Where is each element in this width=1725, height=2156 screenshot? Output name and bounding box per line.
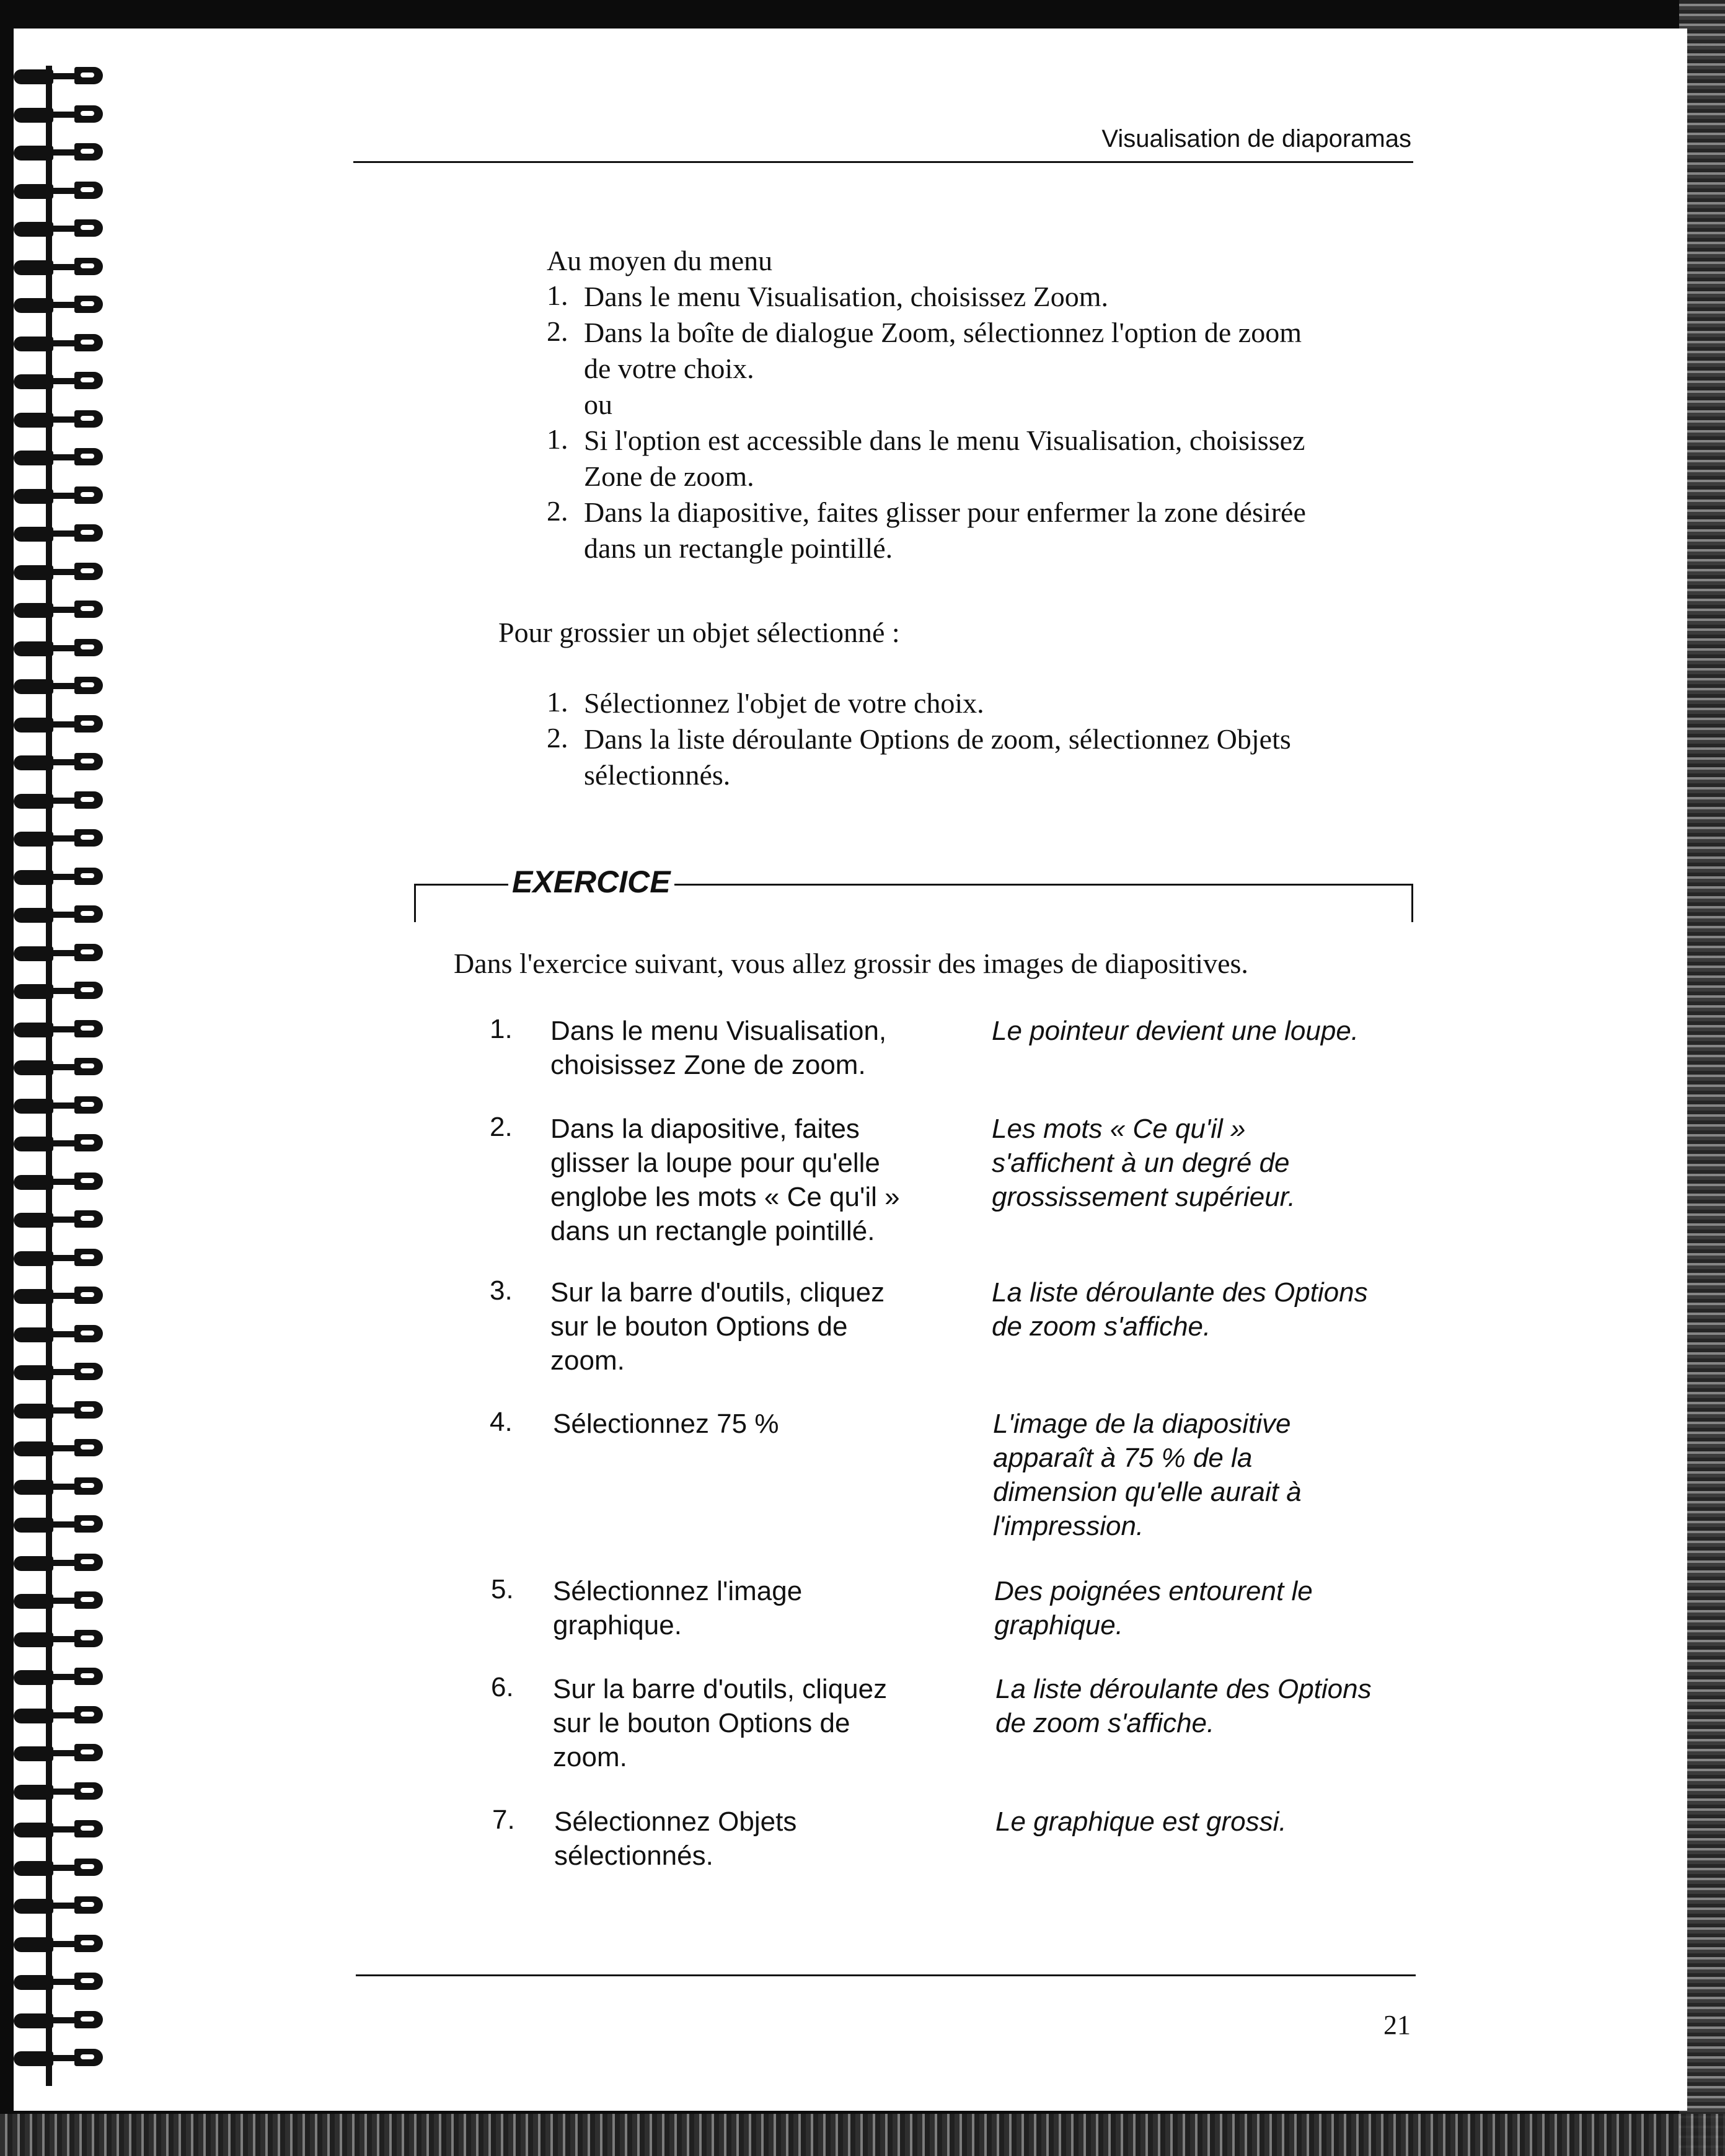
method-c-2-num: 2. [547,722,568,754]
step-3-action-line: zoom. [550,1345,625,1376]
spiral-coil [14,1666,107,1687]
spiral-coil [14,1476,107,1497]
step-2-action-line: englobe les mots « Ce qu'il » [550,1182,900,1212]
spiral-coil [14,294,107,315]
exercise-right-tick [1411,884,1413,922]
method-a-2-line-2: de votre choix. [584,353,754,384]
method-b-1-line-1: Si l'option est accessible dans le menu Visualisation, choisissez [584,425,1305,456]
step-4-action-line: Sélectionnez 75 % [553,1409,779,1439]
step-6-action [553,1672,950,1774]
step-5-result-line: graphique. [994,1610,1123,1640]
step-7-result-line: Le graphique est grossi. [995,1806,1287,1837]
spiral-coil [14,2010,107,2031]
spiral-coil [14,866,107,887]
step-1-action-line: choisissez Zone de zoom. [550,1050,866,1080]
step-5-action [553,1574,950,1642]
method-c-1-num: 1. [547,686,568,718]
step-6-action-line: Sur la barre d'outils, cliquez [553,1674,888,1704]
step-5-result [994,1574,1428,1642]
spiral-coil [14,1362,107,1383]
step-1-result-line: Le pointeur devient une loupe. [992,1016,1359,1046]
spiral-coil [14,1095,107,1116]
step-3-action-line: sur le bouton Options de [550,1311,848,1342]
spiral-coil [14,218,107,239]
spiral-coil [14,828,107,849]
step-4-result-line: apparaît à 75 % de la [993,1443,1253,1473]
step-2-action [550,1112,947,1248]
spiral-coil [14,943,107,964]
spiral-coil [14,714,107,735]
method-a-2-num: 2. [547,315,568,347]
spiral-coil [14,1971,107,1992]
step-2-result-line: grossissement supérieur. [992,1182,1295,1212]
spiral-coil [14,599,107,620]
step-7-action-line: Sélectionnez Objets [554,1806,797,1837]
spiral-coil [14,66,107,87]
spiral-coil [14,523,107,544]
spiral-coil [14,675,107,697]
spiral-coil [14,2048,107,2069]
method-a-2-line-1: Dans la boîte de dialogue Zoom, sélectionnez l'option de zoom [584,317,1302,348]
spiral-coil [14,1514,107,1535]
step-3-num: 3. [490,1275,513,1306]
step-2-num: 2. [490,1112,513,1142]
step-1-action [550,1014,947,1082]
spiral-coil [14,142,107,163]
step-4-action [553,1407,950,1441]
step-6-action-line: sur le bouton Options de [553,1708,850,1738]
step-6-result-line: de zoom s'affiche. [995,1708,1215,1738]
spiral-coil [14,1552,107,1573]
enlarge-heading: Pour grossier un objet sélectionné : [498,617,900,648]
spiral-coil [14,447,107,468]
spiral-coil [14,485,107,506]
method-b-2-line-1: Dans la diapositive, faites glisser pour enfermer la zone désirée [584,496,1306,528]
step-4-result-line: dimension qu'elle aurait à [993,1477,1302,1507]
spiral-coil [14,1019,107,1040]
spiral-coil [14,1629,107,1650]
running-header: Visualisation de diaporamas [1101,125,1411,152]
spiral-coil [14,752,107,773]
step-4-result-line: L'image de la diapositive [993,1409,1291,1439]
spiral-coil [14,790,107,811]
step-5-result-line: Des poignées entourent le [994,1576,1313,1606]
exercise-left-tick [414,884,416,922]
spiral-coil [14,980,107,1001]
step-5-action-line: graphique. [553,1610,682,1640]
step-1-result [992,1014,1426,1048]
step-3-action-line: Sur la barre d'outils, cliquez [550,1277,885,1308]
step-4-result-line: l'impression. [993,1511,1144,1541]
spiral-coil [14,1057,107,1078]
spiral-coil [14,1590,107,1611]
step-2-result-line: Les mots « Ce qu'il » [992,1114,1246,1144]
header-rule [353,161,1413,163]
spiral-coil [14,1743,107,1764]
spiral-coil [14,561,107,583]
spiral-binding [14,66,119,2105]
spiral-coil [14,1934,107,1955]
spiral-coil [14,1781,107,1802]
method-a-1-num: 1. [547,279,568,311]
step-1-action-line: Dans le menu Visualisation, [550,1016,887,1046]
step-5-action-line: Sélectionnez l'image [553,1576,803,1606]
scan-edge-bottom [0,2114,1725,2156]
spiral-coil [14,333,107,354]
method-b-1-line-2: Zone de zoom. [584,460,754,492]
step-7-action [554,1805,951,1873]
method-c-2-line-2: sélectionnés. [584,759,731,791]
step-3-result-line: La liste déroulante des Options [992,1277,1368,1308]
step-6-result [995,1672,1429,1740]
step-6-num: 6. [491,1672,514,1702]
spiral-coil [14,1819,107,1840]
step-6-result-line: La liste déroulante des Options [995,1674,1372,1704]
spiral-coil [14,1133,107,1154]
step-2-action-line: glisser la loupe pour qu'elle [550,1148,880,1178]
exercise-intro: Dans l'exercice suivant, vous allez grossir des images de diapositives. [454,948,1248,979]
step-5-num: 5. [491,1574,514,1604]
footer-rule [356,1974,1416,1976]
step-2-result [992,1112,1426,1214]
step-7-action-line: sélectionnés. [554,1841,713,1871]
manual-page [14,29,1687,2111]
spiral-coil [14,409,107,430]
spiral-spine [46,66,52,2086]
spiral-coil [14,1857,107,1878]
spiral-coil [14,1209,107,1230]
step-3-result-line: de zoom s'affiche. [992,1311,1211,1342]
spiral-coil [14,1438,107,1459]
spiral-coil [14,180,107,201]
step-7-result [995,1805,1429,1839]
step-1-num: 1. [490,1014,513,1044]
method-a-1-line-1: Dans le menu Visualisation, choisissez Zoom. [584,281,1108,312]
method-b-2-line-2: dans un rectangle pointillé. [584,532,893,564]
spiral-coil [14,1247,107,1269]
step-3-action [550,1275,947,1378]
spiral-coil [14,1324,107,1345]
spiral-coil [14,1705,107,1726]
method-c-1-line-1: Sélectionnez l'objet de votre choix. [584,687,984,719]
step-2-action-line: dans un rectangle pointillé. [550,1216,875,1246]
spiral-coil [14,1171,107,1192]
spiral-coil [14,257,107,278]
method-b-2-num: 2. [547,495,568,527]
step-3-result [992,1275,1426,1344]
spiral-coil [14,104,107,125]
step-7-num: 7. [492,1805,515,1835]
spiral-coil [14,1285,107,1306]
exercise-title: EXERCICE [508,864,674,900]
spiral-coil [14,371,107,392]
step-2-result-line: s'affichent à un degré de [992,1148,1290,1178]
step-2-action-line: Dans la diapositive, faites [550,1114,860,1144]
menu-heading: Au moyen du menu [547,245,773,276]
spiral-coil [14,1400,107,1421]
spiral-coil [14,904,107,925]
method-b-1-num: 1. [547,423,568,455]
step-4-result [993,1407,1427,1543]
step-6-action-line: zoom. [553,1742,627,1772]
page-number: 21 [1383,2010,1411,2040]
spiral-coil [14,638,107,659]
method-c-2-line-1: Dans la liste déroulante Options de zoom, sélectionnez Objets [584,723,1291,755]
spiral-coil [14,1895,107,1916]
step-4-num: 4. [490,1407,513,1437]
or-label: ou [584,389,612,420]
